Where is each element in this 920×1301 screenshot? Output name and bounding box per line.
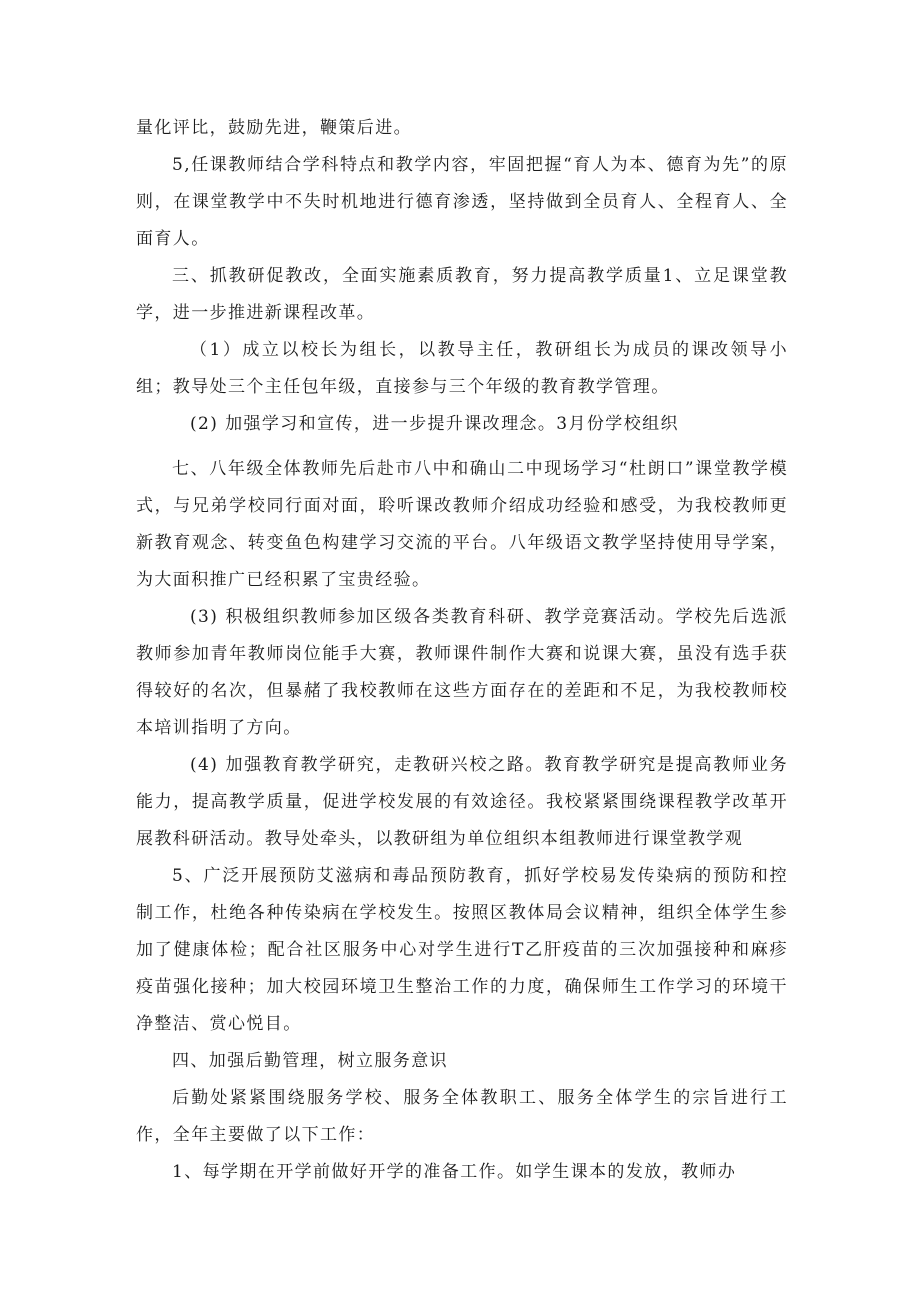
paragraph-item-1: （1）成立以校长为组长，以教导主任，教研组长为成员的课改领导小组；教导处三个主任包年级，直接参与三个年级的教育教学管理。: [136, 340, 788, 397]
section-heading-3: 三、抓教研促教改，全面实施素质教育，努力提高教学质量1、立足课堂教学，进一步推进新课程改革。: [136, 266, 788, 323]
paragraph-item-5: 5、广泛开展预防艾滋病和毒品预防教育，抓好学校易发传染病的预防和控制工作，杜绝各种传染病在学校发生。按照区教体局会议精神，组织全体学生参加了健康体检；配合社区服务中心对学生进行T乙肝疫苗的三次加强接种和麻疹疫苗强化接种；加大校园环境卫生整治工作的力度，确保师生工作学习的环境干净整洁、赏心悦目。: [136, 866, 788, 1034]
paragraph-logistics-item-1: 1、每学期在开学前做好开学的准备工作。如学生课本的发放，教师办: [172, 1162, 737, 1182]
document-body: [136, 110, 788, 1191]
paragraph-logistics: 后勤处紧紧围绕服务学校、服务全体教职工、服务全体学生的宗旨进行工作，全年主要做了以下工作：: [136, 1088, 788, 1145]
paragraph-item-4: (4) 加强教育教学研究，走教研兴校之路。教育教学研究是提高教师业务能力，提高教学质量，促进学校发展的有效途径。我校紧紧围绕课程教学改革开展教科研活动。教导处牵头，以教研组为单位组织本组教师进行课堂教学观: [136, 755, 788, 849]
paragraph-item-2: (2) 加强学习和宣传，进一步提升课改理念。3月份学校组织: [190, 414, 679, 434]
paragraph-2: 5,任课教师结合学科特点和教学内容，牢固把握“育人为本、德育为先”的原则，在课堂教学中不失时机地进行德育渗透，坚持做到全员育人、全程育人、全面育人。: [136, 155, 788, 249]
section-heading-4: 四、加强后勤管理，树立服务意识: [172, 1051, 448, 1071]
paragraph-1: 量化评比，鼓励先进，鞭策后进。: [136, 118, 412, 138]
paragraph-item-3: (3) 积极组织教师参加区级各类教育科研、教学竞赛活动。学校先后选派教师参加青年教师岗位能手大赛，教师课件制作大赛和说课大赛，虽没有选手获得较好的名次，但暴赭了我校教师在这些方面存在的差距和不足，为我校教师校本培训指明了方向。: [136, 607, 788, 738]
paragraph-continued: 七、八年级全体教师先后赴市八中和确山二中现场学习“杜朗口”课堂教学模式，与兄弟学校同行面对面，聆听课改教师介绍成功经验和感受，为我校教师更新教育观念、转变鱼色构建学习交流的平台。八年级语文教学坚持使用导学案，为大面积推广已经积累了宝贵经验。: [136, 459, 788, 590]
